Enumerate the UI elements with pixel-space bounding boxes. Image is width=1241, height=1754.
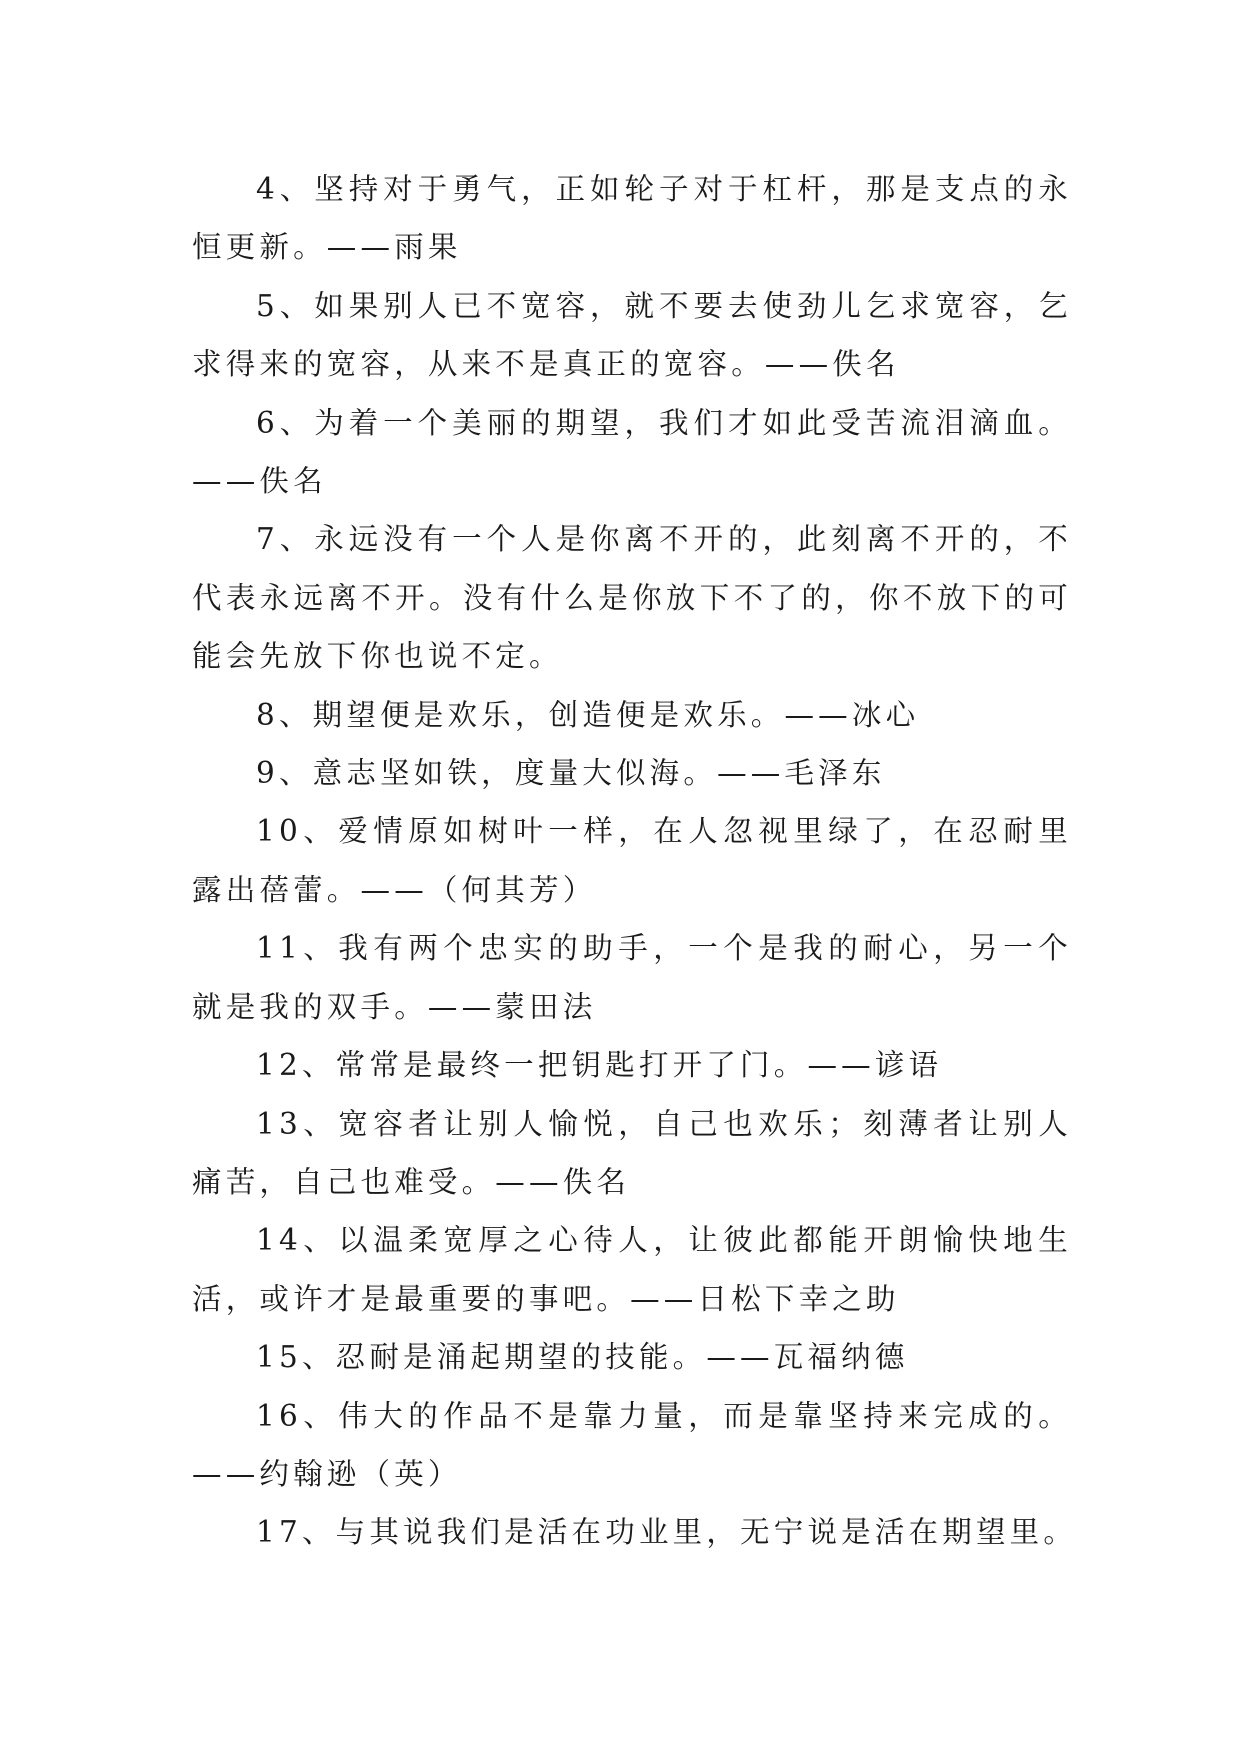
quote-paragraph-5: 5、如果别人已不宽容，就不要去使劲儿乞求宽容，乞求得来的宽容，从来不是真正的宽容。——佚名 (192, 288, 1072, 382)
quote-paragraph-14: 14、以温柔宽厚之心待人，让彼此都能开朗愉快地生活，或许才是最重要的事吧。——日松下幸之助 (192, 1223, 1072, 1316)
quote-paragraph-10: 10、爱情原如树叶一样，在人忽视里绿了，在忍耐里露出蓓蕾。——（何其芳） (192, 814, 1072, 907)
quote-paragraph-8: 8、期望便是欢乐，创造便是欢乐。——冰心 (256, 697, 920, 732)
quote-paragraph-11: 11、我有两个忠实的助手，一个是我的耐心，另一个就是我的双手。——蒙田法 (192, 931, 1072, 1024)
quote-paragraph-12: 12、常常是最终一把钥匙打开了门。——谚语 (256, 1048, 943, 1083)
quote-paragraph-13: 13、宽容者让别人愉悦，自己也欢乐；刻薄者让别人痛苦，自己也难受。——佚名 (192, 1106, 1072, 1199)
quote-paragraph-17: 17、与其说我们是活在功业里，无宁说是活在期望里。 (256, 1515, 1078, 1550)
quote-paragraph-6: 6、为着一个美丽的期望，我们才如此受苦流泪滴血。——佚名 (192, 405, 1072, 499)
quote-paragraph-9: 9、意志坚如铁，度量大似海。——毛泽东 (256, 756, 886, 791)
quotes-body (192, 160, 1078, 1562)
quote-paragraph-4: 4、坚持对于勇气，正如轮子对于杠杆，那是支点的永恒更新。——雨果 (192, 172, 1072, 265)
quote-paragraph-7: 7、永远没有一个人是你离不开的，此刻离不开的，不代表永远离不开。没有什么是你放下不了的，你不放下的可能会先放下你也说不定。 (192, 522, 1072, 674)
quote-paragraph-16: 16、伟大的作品不是靠力量，而是靠坚持来完成的。——约翰逊（英） (192, 1398, 1072, 1491)
quote-paragraph-15: 15、忍耐是涌起期望的技能。——瓦福纳德 (256, 1340, 909, 1375)
